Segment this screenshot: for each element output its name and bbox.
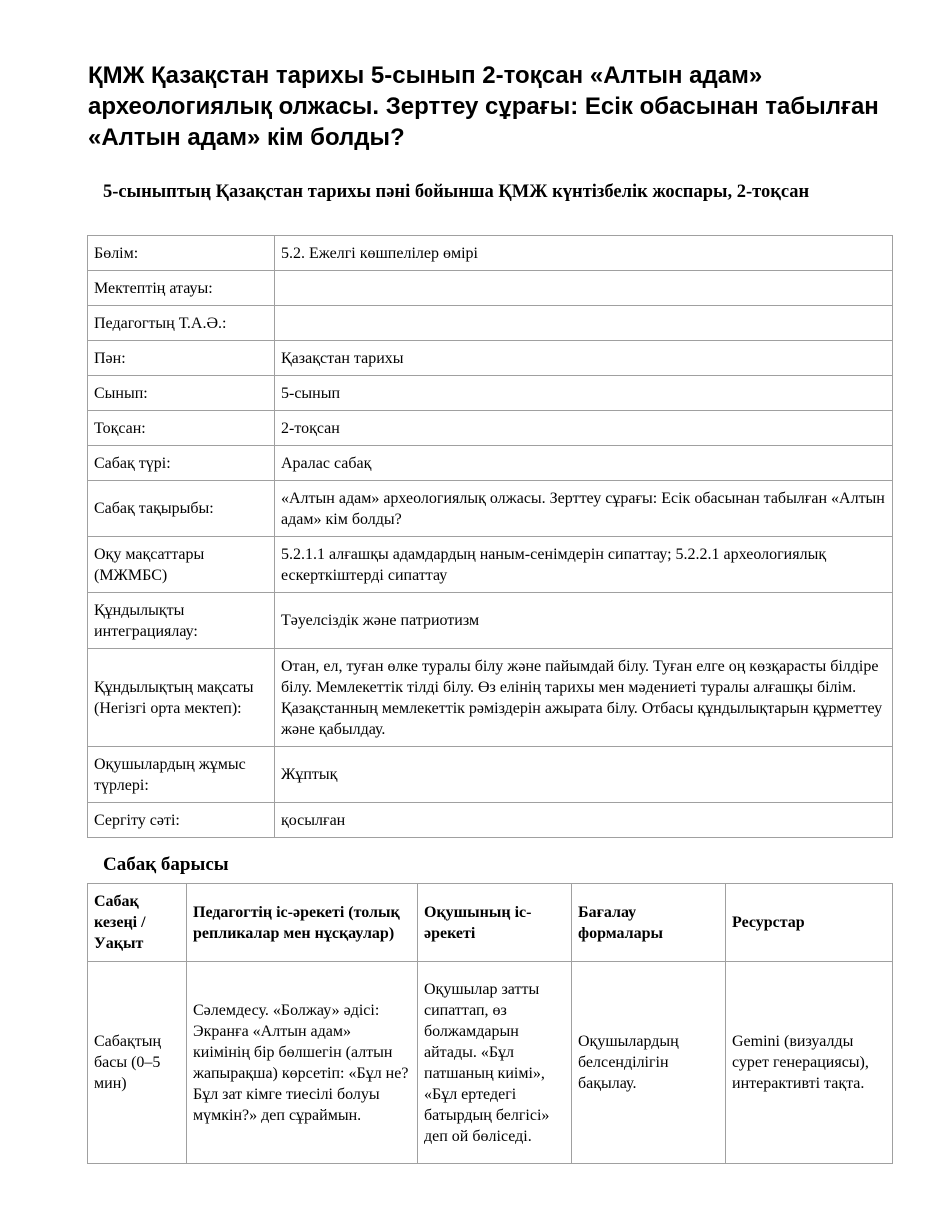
column-header: Бағалау формалары xyxy=(572,884,726,962)
row-value: Аралас сабақ xyxy=(275,446,893,481)
row-label: Мектептің атауы: xyxy=(88,271,275,306)
table-row xyxy=(88,306,893,341)
column-header: Сабақ кезеңі / Уақыт xyxy=(88,884,187,962)
column-header: Оқушының іс-әрекеті xyxy=(418,884,572,962)
plan-subtitle: 5-сыныптың Қазақстан тарихы пәні бойынша ҚМЖ күнтізбелік жоспары, 2-тоқсан xyxy=(103,182,810,202)
table-row xyxy=(88,593,893,649)
row-label: Сергіту сәті: xyxy=(88,803,275,838)
table-row xyxy=(88,271,893,306)
row-value xyxy=(275,271,893,306)
teacher-action-cell: Сәлемдесу. «Болжау» әдісі: Экранға «Алтын адам» киімінің бір бөлшегін (алтын жапырақша) көрсетіп: «Бұл не? Бұл зат кімге тиесілі болуы мүмкін?» деп сұраймын. xyxy=(187,962,418,1164)
table-row xyxy=(88,649,893,747)
row-label: Тоқсан: xyxy=(88,411,275,446)
row-label: Құндылықты интеграциялау: xyxy=(88,593,275,649)
table-row xyxy=(88,481,893,537)
row-label: Сабақ түрі: xyxy=(88,446,275,481)
lesson-flow-table xyxy=(87,883,893,1164)
row-label: Оқушылардың жұмыс түрлері: xyxy=(88,747,275,803)
row-value: 2-тоқсан xyxy=(275,411,893,446)
column-header: Педагогтің іс-әрекеті (толық репликалар мен нұсқаулар) xyxy=(187,884,418,962)
row-label: Бөлім: xyxy=(88,236,275,271)
table-row xyxy=(88,537,893,593)
row-value: 5-сынып xyxy=(275,376,893,411)
row-label: Сынып: xyxy=(88,376,275,411)
row-label: Құндылықтың мақсаты (Негізгі орта мектеп): xyxy=(88,649,275,747)
table-row xyxy=(88,341,893,376)
resources-cell: Gemini (визуалды сурет генерациясы), интерактивті тақта. xyxy=(726,962,893,1164)
table-row xyxy=(88,446,893,481)
table-row xyxy=(88,376,893,411)
row-value: 5.2. Ежелгі көшпелілер өмірі xyxy=(275,236,893,271)
document-title: ҚМЖ Қазақстан тарихы 5-сынып 2-тоқсан «Алтын адам» археологиялық олжасы. Зерттеу сұрағы: Есік обасынан табылған «Алтын адам» кім болды? xyxy=(88,62,879,151)
row-value: Отан, ел, туған өлке туралы білу және пайымдай білу. Туған елге оң көзқарасты білдіре білу. Мемлекеттік тілді білу. Өз елінің тарихы мен мәдениеті туралы алғашқы білім. Қазақстанның мемлекеттік рәміздерін ажырата білу. Отбасы құндылықтарын құрметтеу және қабылдау. xyxy=(275,649,893,747)
row-value: «Алтын адам» археологиялық олжасы. Зерттеу сұрағы: Есік обасынан табылған «Алтын адам» кім болды? xyxy=(275,481,893,537)
table-row xyxy=(88,236,893,271)
table-row xyxy=(88,803,893,838)
table-header-row xyxy=(88,884,893,962)
row-label: Педагогтың Т.А.Ә.: xyxy=(88,306,275,341)
assessment-cell: Оқушылардың белсенділігін бақылау. xyxy=(572,962,726,1164)
lesson-info-table xyxy=(87,235,893,838)
column-header: Ресурстар xyxy=(726,884,893,962)
row-value: Қазақстан тарихы xyxy=(275,341,893,376)
table-row xyxy=(88,747,893,803)
student-action-cell: Оқушылар затты сипаттап, өз болжамдарын айтады. «Бұл патшаның киімі», «Бұл ертедегі батырдың белгісі» деп ой бөліседі. xyxy=(418,962,572,1164)
row-label: Пән: xyxy=(88,341,275,376)
row-value: 5.2.1.1 алғашқы адамдардың наным-сенімдерін сипаттау; 5.2.2.1 археологиялық ескерткіштерді сипаттау xyxy=(275,537,893,593)
row-value: Тәуелсіздік және патриотизм xyxy=(275,593,893,649)
table-row xyxy=(88,411,893,446)
row-value: қосылған xyxy=(275,803,893,838)
row-label: Сабақ тақырыбы: xyxy=(88,481,275,537)
row-value: Жұптық xyxy=(275,747,893,803)
section-title: Сабақ барысы xyxy=(103,854,229,875)
table-row xyxy=(88,962,893,1164)
stage-cell: Сабақтың басы (0–5 мин) xyxy=(88,962,187,1164)
row-label: Оқу мақсаттары (МЖМБС) xyxy=(88,537,275,593)
row-value xyxy=(275,306,893,341)
